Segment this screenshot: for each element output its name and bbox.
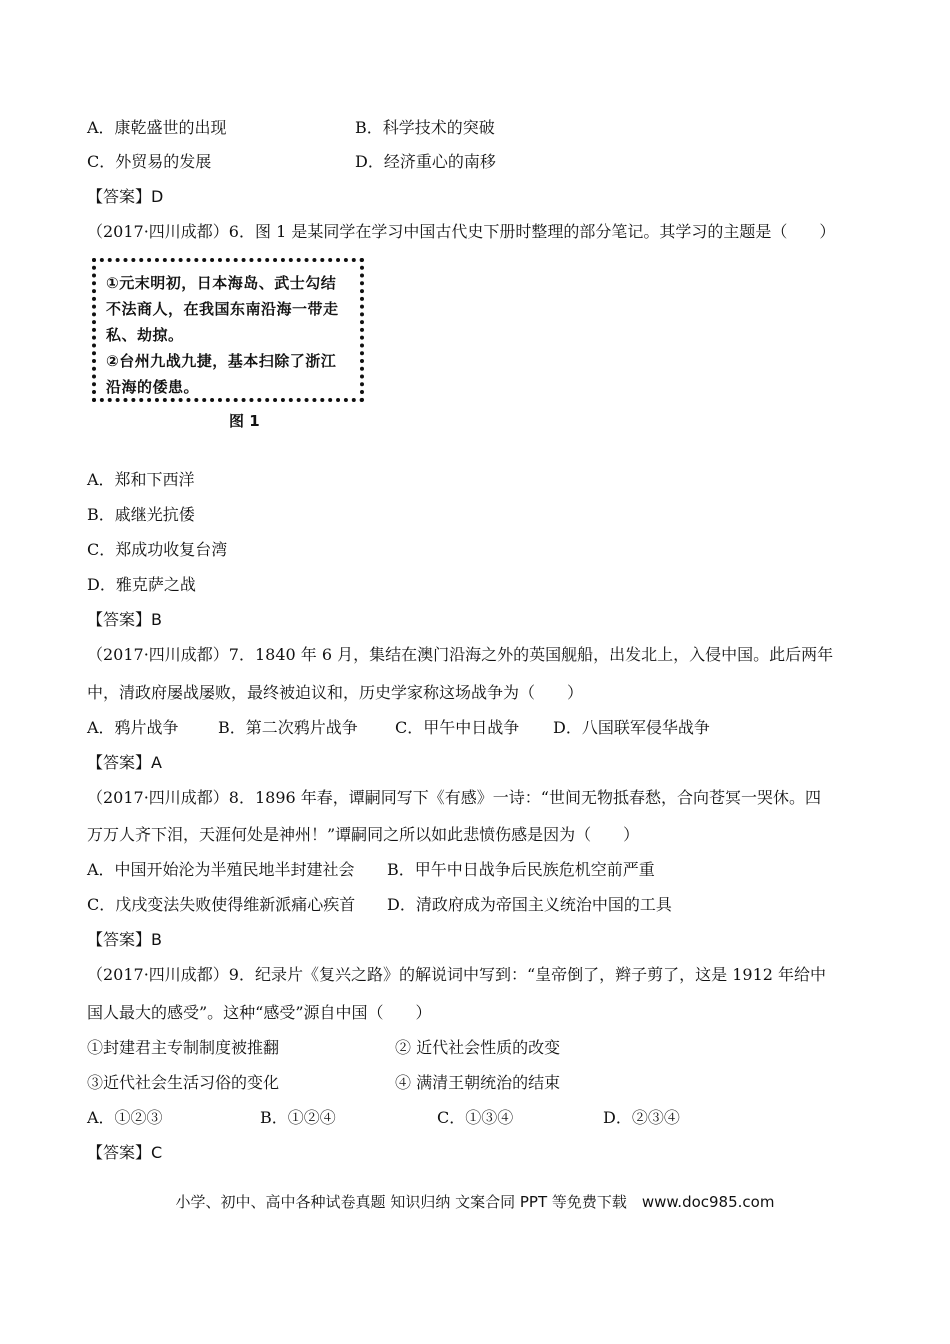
- option-row: [87, 152, 496, 172]
- option-d: D．清政府成为帝国主义统治中国的工具: [387, 895, 672, 914]
- option-c: C．甲午中日战争: [395, 718, 520, 737]
- answer-q5: 【答案】D: [87, 187, 164, 206]
- question-9-stem-line1: （2017·四川成都）9．纪录片《复兴之路》的解说词中写到：“皇帝倒了，辫子剪了，这是 1912 年给中: [87, 965, 827, 984]
- option-row: [87, 895, 672, 915]
- answer-q7: 【答案】A: [87, 753, 162, 772]
- question-7-stem-line2: 中，清政府屡战屡败，最终被迫议和，历史学家称这场战争为（ ）: [87, 683, 584, 702]
- item-2: ② 近代社会性质的改变: [395, 1038, 561, 1057]
- item-row: [87, 1038, 561, 1058]
- answer-q6: 【答案】B: [87, 610, 162, 629]
- option-c: C．①③④: [437, 1108, 514, 1127]
- figure-line: 沿海的倭患。: [106, 378, 200, 396]
- answer-q9: 【答案】C: [87, 1143, 163, 1162]
- option-c: C．郑成功收复台湾: [87, 540, 228, 559]
- option-row: [87, 118, 495, 138]
- answer-q8: 【答案】B: [87, 930, 162, 949]
- figure-line: 不法商人，在我国东南沿海一带走: [106, 300, 339, 318]
- option-b: B．科学技术的突破: [355, 118, 495, 137]
- figure-line: 私、劫掠。: [106, 326, 184, 344]
- option-a: A．康乾盛世的出现: [87, 118, 227, 137]
- question-8-stem-line1: （2017·四川成都）8．1896 年春，谭嗣同写下《有感》一诗：“世间无物抵春愁，合向苍冥一哭休。四: [87, 788, 821, 807]
- question-7-stem-line1: （2017·四川成都）7．1840 年 6 月，集结在澳门沿海之外的英国舰船，出发北上，入侵中国。此后两年: [87, 645, 834, 664]
- option-a: A．①②③: [87, 1108, 163, 1127]
- option-a: A．鸦片战争: [87, 718, 179, 737]
- option-row: [87, 860, 655, 880]
- option-b: B．①②④: [260, 1108, 336, 1127]
- question-9-stem-line2: 国人最大的感受”。这种“感受”源自中国（ ）: [87, 1003, 432, 1022]
- figure-line: ①元末明初，日本海岛、武士勾结: [106, 274, 337, 292]
- item-4: ④ 满清王朝统治的结束: [395, 1073, 561, 1092]
- option-c: C．戊戌变法失败使得维新派痛心疾首: [87, 895, 356, 914]
- option-b: B．第二次鸦片战争: [218, 718, 358, 737]
- item-3: ③近代社会生活习俗的变化: [87, 1073, 280, 1092]
- item-1: ①封建君主专制制度被推翻: [87, 1038, 280, 1057]
- option-d: D．雅克萨之战: [87, 575, 196, 594]
- option-d: D．八国联军侵华战争: [553, 718, 710, 737]
- question-8-stem-line2: 万万人齐下泪，天涯何处是神州！”谭嗣同之所以如此悲愤伤感是因为（ ）: [87, 825, 640, 844]
- option-a: A．中国开始沦为半殖民地半封建社会: [87, 860, 355, 879]
- figure-caption: 图 1: [229, 412, 260, 430]
- item-row: [87, 1073, 561, 1093]
- option-a: A．郑和下西洋: [87, 470, 195, 489]
- figure-line: ②台州九战九捷，基本扫除了浙江: [106, 352, 337, 370]
- option-c: C．外贸易的发展: [87, 152, 212, 171]
- footer-text: 小学、初中、高中各种试卷真题 知识归纳 文案合同 PPT 等免费下载 www.doc985.com: [175, 1193, 775, 1211]
- figure-1-notes: [92, 258, 364, 402]
- option-d: D．②③④: [603, 1108, 680, 1127]
- option-b: B．戚继光抗倭: [87, 505, 195, 524]
- option-row: [87, 1108, 680, 1128]
- option-d: D．经济重心的南移: [355, 152, 496, 171]
- question-6-stem: （2017·四川成都）6．图 1 是某同学在学习中国古代史下册时整理的部分笔记。其学习的主题是（ ）: [87, 222, 836, 241]
- option-b: B．甲午中日战争后民族危机空前严重: [387, 860, 655, 879]
- option-row: [87, 718, 710, 738]
